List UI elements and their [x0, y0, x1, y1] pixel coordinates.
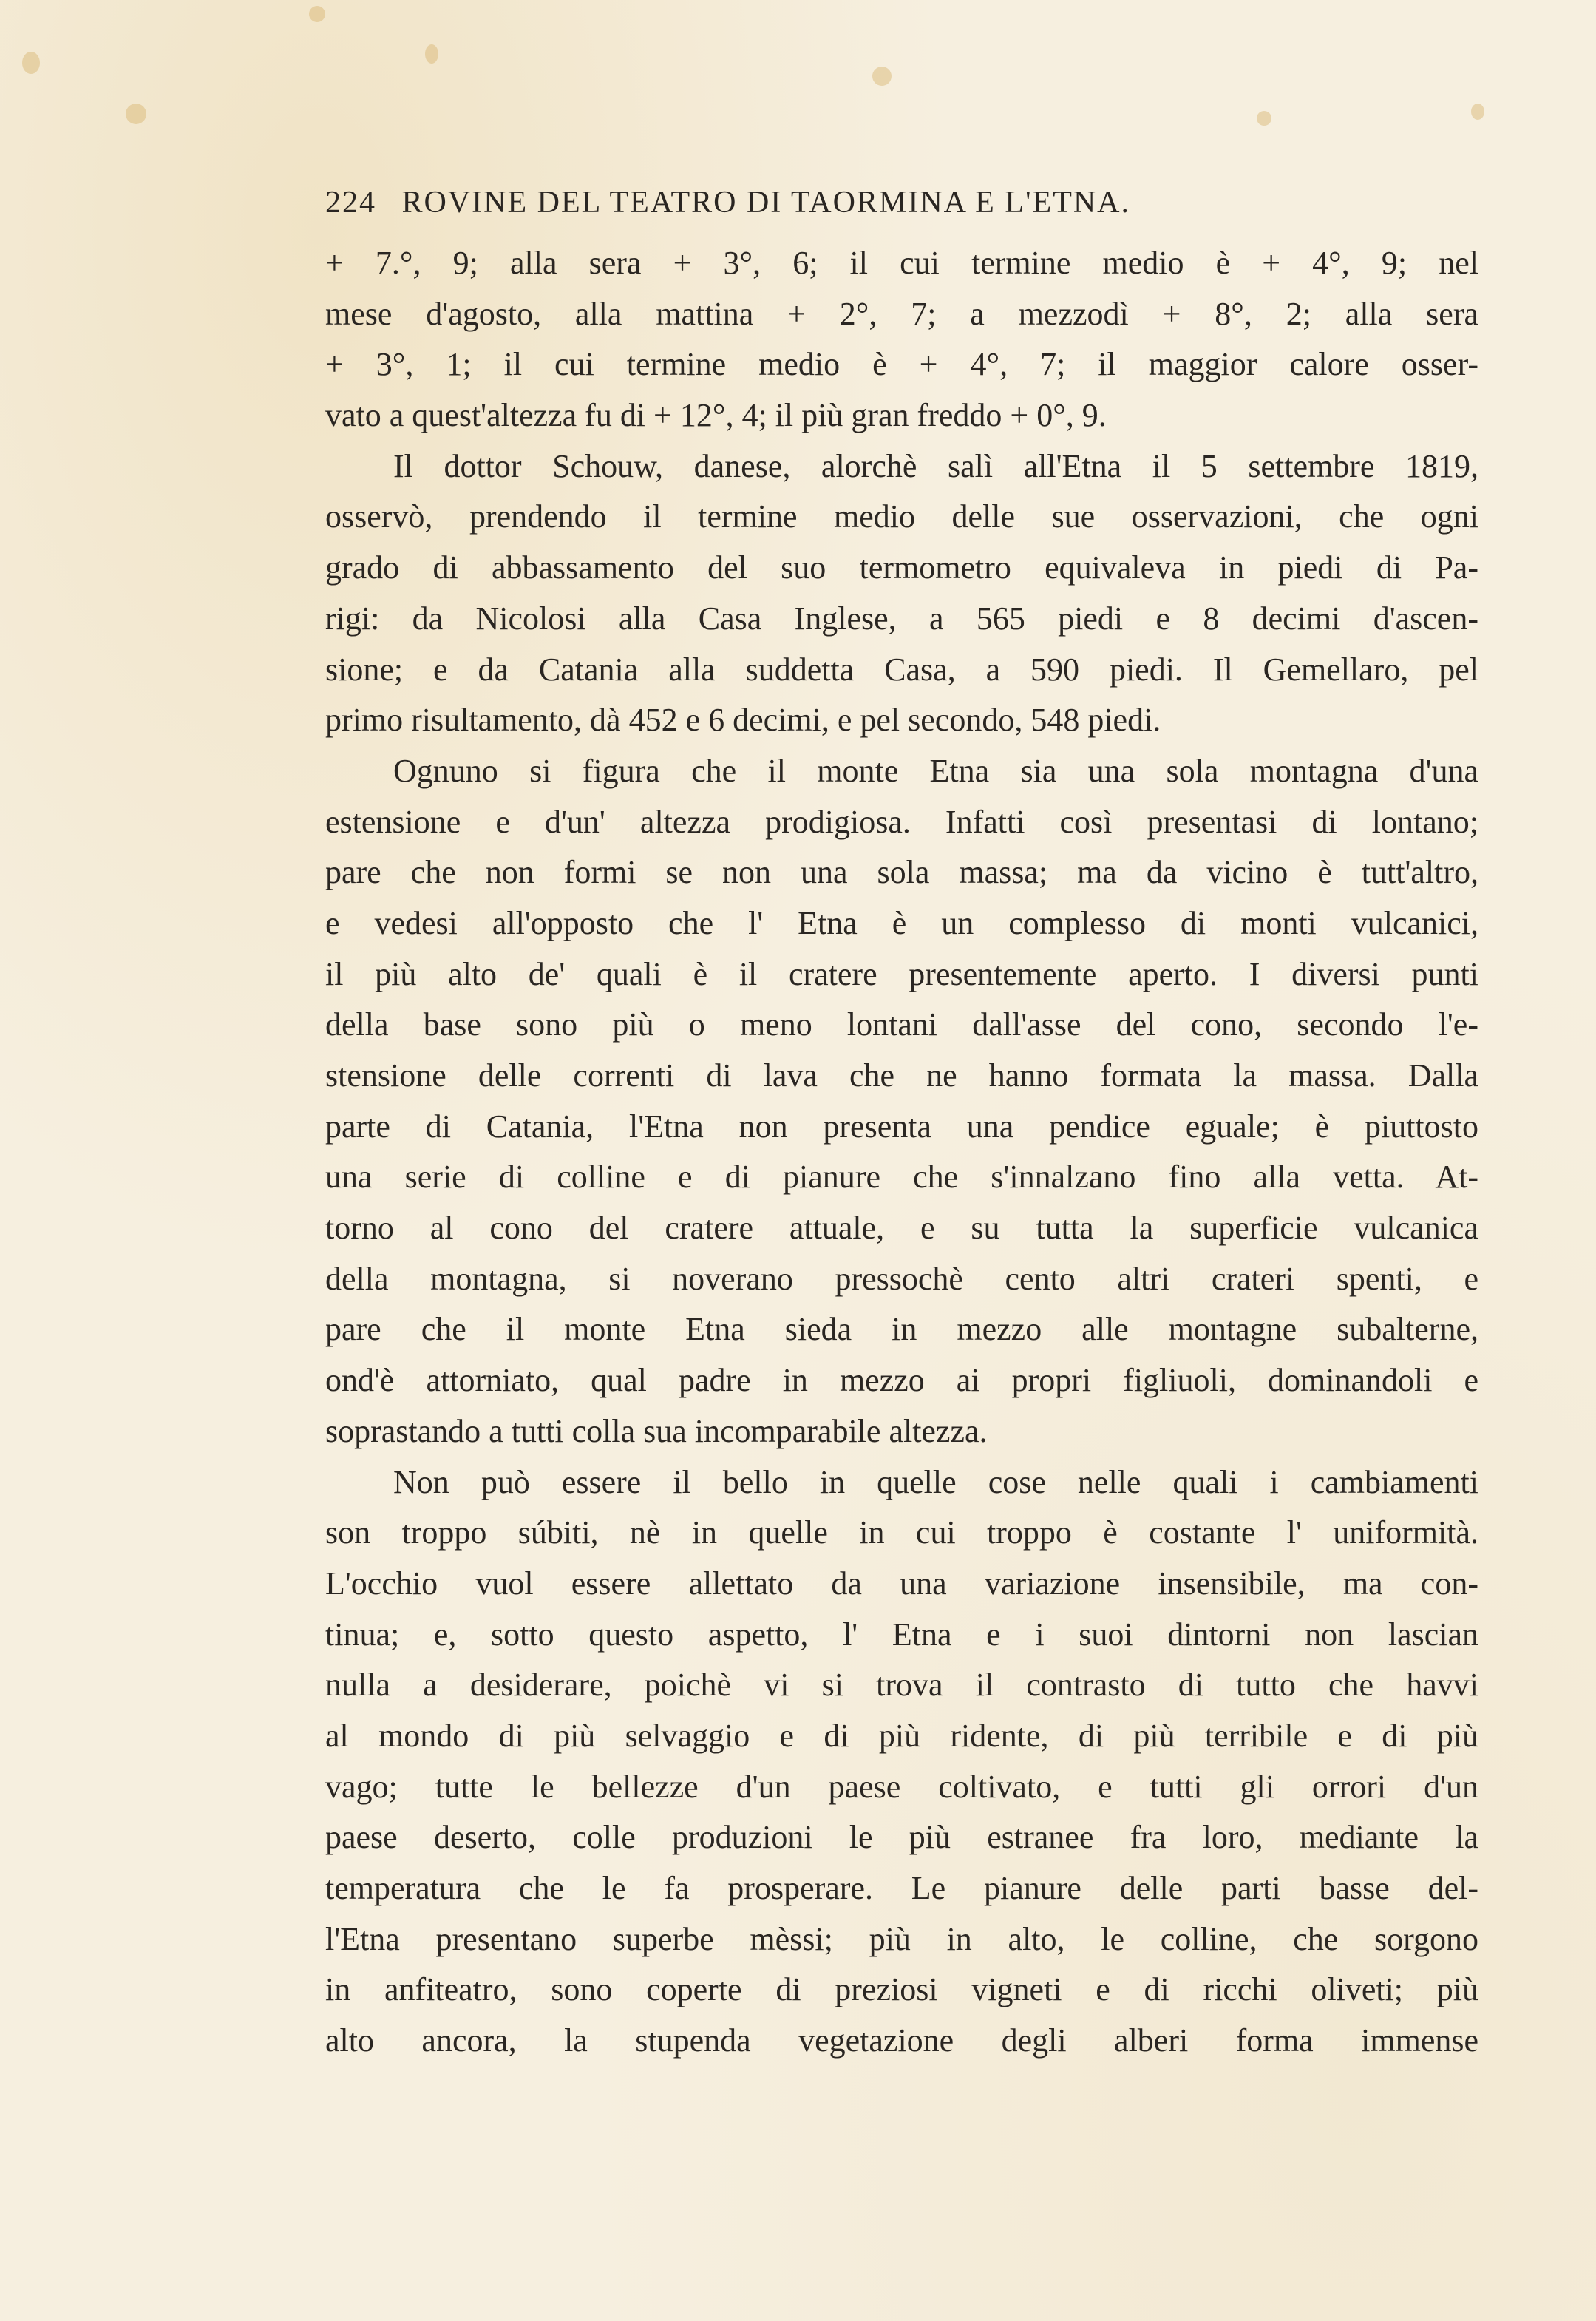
foxing-spot [309, 6, 325, 22]
running-title: ROVINE DEL TEATRO DI TAORMINA E L'ETNA. [401, 186, 1131, 220]
text-line: son troppo súbiti, nè in quelle in cui troppo è costante l' uniformità. [325, 1514, 1478, 1551]
foxing-spot [22, 52, 40, 74]
text-line: temperatura che le fa prosperare. Le pianure delle parti basse del- [325, 1870, 1478, 1906]
text-line: + 3°, 1; il cui termine medio è + 4°, 7; il maggior calore osser- [325, 346, 1478, 383]
text-line: soprastando a tutti colla sua incomparabile altezza. [325, 1412, 988, 1449]
text-line: al mondo di più selvaggio e di più ridente, di più terribile e di più [325, 1717, 1478, 1754]
running-head [325, 185, 1316, 229]
text-line: in anfiteatro, sono coperte di preziosi vigneti e di ricchi oliveti; più [325, 1971, 1478, 2008]
text-line: vago; tutte le bellezze d'un paese coltivato, e tutti gli orrori d'un [325, 1768, 1478, 1805]
text-line: mese d'agosto, alla mattina + 2°, 7; a mezzodì + 8°, 2; alla sera [325, 295, 1478, 332]
text-line: pare che non formi se non una sola massa; ma da vicino è tutt'altro, [325, 854, 1478, 891]
text-line: l'Etna presentano superbe mèssi; più in alto, le colline, che sorgono [325, 1920, 1478, 1957]
text-line: Il dottor Schouw, danese, alorchè salì all'Etna il 5 settembre 1819, [393, 447, 1478, 484]
text-line: rigi: da Nicolosi alla Casa Inglese, a 565 piedi e 8 decimi d'ascen- [325, 600, 1478, 637]
foxing-spot [126, 104, 146, 124]
text-line: sione; e da Catania alla suddetta Casa, a 590 piedi. Il Gemellaro, pel [325, 651, 1478, 688]
text-line: parte di Catania, l'Etna non presenta una pendice eguale; è piuttosto [325, 1108, 1478, 1145]
text-line: Ognuno si figura che il monte Etna sia una sola montagna d'una [393, 752, 1478, 789]
text-line: grado di abbassamento del suo termometro equivaleva in piedi di Pa- [325, 549, 1478, 586]
text-line: una serie di colline e di pianure che s'innalzano fino alla vetta. At- [325, 1159, 1478, 1196]
text-line: vato a quest'altezza fu di + 12°, 4; il più gran freddo + 0°, 9. [325, 397, 1107, 434]
foxing-spot [872, 67, 892, 86]
foxing-spot [425, 44, 438, 64]
text-line: osservò, prendendo il termine medio delle sue osservazioni, che ogni [325, 498, 1478, 535]
text-line: paese deserto, colle produzioni le più estranee fra loro, mediante la [325, 1819, 1478, 1856]
text-line: estensione e d'un' altezza prodigiosa. Infatti così presentasi di lontano; [325, 803, 1478, 840]
text-line: primo risultamento, dà 452 e 6 decimi, e pel secondo, 548 piedi. [325, 702, 1161, 739]
text-line: tinua; e, sotto questo aspetto, l' Etna e i suoi dintorni non lascian [325, 1616, 1478, 1653]
text-line: nulla a desiderare, poichè vi si trova il contrasto di tutto che havvi [325, 1667, 1478, 1704]
page-number: 224 [325, 186, 376, 220]
text-line: pare che il monte Etna sieda in mezzo alle montagne subalterne, [325, 1311, 1478, 1348]
foxing-spot [1471, 104, 1484, 120]
body-text [325, 238, 1478, 2067]
text-line: Non può essere il bello in quelle cose nelle quali i cambiamenti [393, 1463, 1478, 1500]
text-line: + 7.°, 9; alla sera + 3°, 6; il cui termine medio è + 4°, 9; nel [325, 245, 1478, 281]
foxing-spot [1257, 111, 1271, 126]
text-line: stensione delle correnti di lava che ne hanno formata la massa. Dalla [325, 1057, 1478, 1094]
text-line: della base sono più o meno lontani dall'asse del cono, secondo l'e- [325, 1006, 1478, 1043]
text-line: della montagna, si noverano pressochè cento altri crateri spenti, e [325, 1260, 1478, 1297]
text-line: ond'è attorniato, qual padre in mezzo ai propri figliuoli, dominandoli e [325, 1362, 1478, 1399]
text-line: L'occhio vuol essere allettato da una variazione insensibile, ma con- [325, 1565, 1478, 1602]
text-line: torno al cono del cratere attuale, e su tutta la superficie vulcanica [325, 1210, 1478, 1247]
text-line: e vedesi all'opposto che l' Etna è un complesso di monti vulcanici, [325, 904, 1478, 941]
text-line: il più alto de' quali è il cratere presentemente aperto. I diversi punti [325, 955, 1478, 992]
text-line: alto ancora, la stupenda vegetazione degli alberi forma immense [325, 2022, 1478, 2059]
